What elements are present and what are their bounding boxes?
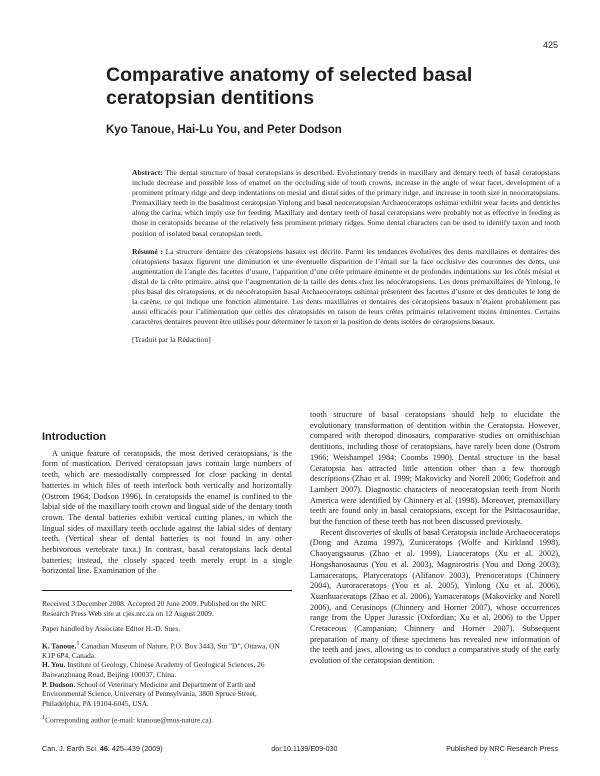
journal-volume: 46 xyxy=(99,744,108,753)
received-note: Received 3 December 2008. Accepted 20 June 2009. Published on the NRC Research Press Web site at cjes.nrc.ca on 12 August 2009. xyxy=(42,599,267,618)
right-column xyxy=(310,410,560,667)
footnote-marker: 1 xyxy=(42,715,46,722)
abstract xyxy=(132,168,560,239)
author-list: Kyo Tanoue, Hai-Lu You, and Peter Dodson xyxy=(106,124,342,136)
abstract-block xyxy=(132,168,560,354)
affiliation-text: School of Veterinary Medicine and Department of Earth and Environmental Science, University of Pennsylvania, 3800 Spruce Street, Philadelphia, PA 19104-6045, USA. xyxy=(42,679,257,708)
footnote-marker: 1 xyxy=(76,640,80,647)
page-number: 425 xyxy=(542,40,558,50)
article-title: Comparative anatomy of selected basal ceratopsian dentitions xyxy=(106,64,473,109)
journal-name: Can. J. Earth Sci. xyxy=(42,744,100,753)
abstract-text: The dental structure of basal ceratopsians is described. Evolutionary trends in maxillary and dentary teeth of basal ceratopsians include decrease and possible loss of enamel on the occluding side of tooth crowns, increase in the angle of wear facet, development of a prominent primary ridge and deep indentations on mesial and distal sides of the primary ridge, and increase in tooth size in neoceratopsians. Premaxillary teeth in the basalmost ceratopsian Yinlong and basal neoceratopsian Archaeoceratops oshimai exhibit wear facets and denticles along the carina, which imply use for feeding. Maxillary and dentary teeth of basal ceratopsians were probably not as effective in feeding as those in ceratopsids because of the relatively less prominent primary ridges. Some dental characters can be used to identify taxon and tooth position of isolated basal ceratopsian teeth. xyxy=(132,168,560,238)
affiliation-name: H. You. xyxy=(42,660,66,670)
introduction-paragraph-2: tooth structure of basal ceratopsians should help to elucidate the evolutionary transformation of dentition within the Ceratopsia. However, compared with theropod dinosaurs, comparative studies on ornithischian dentitions, including those of ceratopsians, have rarely been done (Ostrom 1966; Weishampel 1984; Coombs 1990). Dental structure in the basal Ceratopsia has attracted little attention other than a few thorough descriptions (Zhao et al. 1999; Makovicky and Norell 2006; Godefroit and Lambert 2007). Diagnostic characters of neoceratopsian teeth from North America were identified by Chinnery et al. (1998). Moreover, premaxillary teeth are found only in basal ceratopsians, except for the Psittacosauridae, but the function of these teeth has not been discussed previously. xyxy=(310,410,560,527)
handled-note: Paper handled by Associate Editor H.-D. Sues. xyxy=(42,624,181,634)
notes-divider xyxy=(42,590,292,591)
affiliation-you xyxy=(42,660,292,679)
translation-note: [Traduit par la Rédaction] xyxy=(132,335,211,345)
journal-citation xyxy=(42,744,163,753)
corresponding-author-text: Corresponding author (e-mail: ktanoue@mus-nature.ca). xyxy=(45,715,213,725)
affiliation-name: P. Dodson. xyxy=(42,679,76,689)
affiliation-tanoue xyxy=(42,640,292,661)
resume-label: Résumé : xyxy=(132,246,163,256)
publisher: Published by NRC Research Press xyxy=(446,744,558,753)
left-column xyxy=(42,432,292,577)
journal-pages: : 425–439 (2009) xyxy=(107,744,163,753)
resume xyxy=(132,247,560,328)
page-footer xyxy=(42,744,558,753)
resume-text: La structure dentaire des cératopsiens basaux est décrite. Parmi les tendances évolutives des dents maxillaires et dentaires des cératopsiens basaux figurent une diminution et une éventuelle disparition de l’émail sur la face occlusive des couronnes des dents, une augmentation de l’angle des facettes d’usure, l’apparition d’une crête primaire éminente et de profondes indentations sur les côtés mésial et distal de la crête primaire, ainsi que l’augmentation de la taille des dents chez les néocératopsiens. Les dents prémaxillaires de Yinlong, le plus basal des cératopsiens, et du néocératopsien basal Archaeoceratops oshimai présentent des facettes d’usure et des denticules le long de la carène, ce qui indique une fonction alimentaire. Les dents maxillaires et dentaires des cératopsiens basaux n’étaient probablement pas aussi efficaces pour l’alimentation que celles des cératopsidés en raison de leurs crêtes primaires relativement moins éminentes. Certains caractères dentaires peuvent être utilisés pour déterminer le taxon et la position de dents isolées de cératopsiens basaux. xyxy=(132,246,561,327)
doi: doi:10.1139/E09-030 xyxy=(271,744,338,753)
affiliation-text: Institute of Geology, Chinese Academy of Geological Sciences, 26 Baiwanzhuang Road, Beijing 100037, China. xyxy=(42,660,265,680)
article-notes xyxy=(42,590,292,731)
abstract-label: Abstract: xyxy=(132,168,163,177)
introduction-paragraph-1: A unique feature of ceratopsids, the most derived ceratopsians, is the form of mastication. Derived ceratopsian jaws contain large numbers of teeth, which are mesiodistally compressed for close packing in dental batteries in which files of teeth interlock both vertically and horizontally (Ostrom 1964; Dodson 1996). In ceratopsids the enamel is confined to the labial side of the maxillary tooth crown and lingual side of the dentary tooth crown. The dental batteries exhibit vertical cutting planes, in which the lingual sides of maxillary teeth occlude against the labial sides of dentary teeth. (Vertical shear of dental batteries is not found in any other herbivorous vertebrate taxa.) In contrast, basal ceratopsians lack dental batteries; instead, the closely spaced teeth merely erupt in a single horizontal line. Examination of the xyxy=(42,448,292,576)
affiliation-dodson xyxy=(42,680,292,709)
affiliation-name: K. Tanoue. xyxy=(42,641,77,651)
introduction-paragraph-3: Recent discoveries of skulls of basal Ceratopsia include Archaeoceratops (Dong and Azuma 1997), Zuniceratops (Wolfe and Kirkland 1998), Chaoyangsaurus (Zhao et al. 1999), Liaoceratops (Xu et al. 2002), Hongshanosaurus (You et al. 2003), Magnirostris (You and Dong 2003), Lamaceratops, Platyceratops (Alifanov 2003), Prenoceratops (Chinnery 2004), Auroraceratops (You et al. 2005), Yinlong (Xu et al. 2006), Xuanhuaceratops (Zhao et al. 2006), Yamaceratops (Makovicky and Norell 2006), and Cerasinops (Chinnery and Horner 2007), whose occurrences range from the Upper Jurassic (Oxfordian; Xu et al. 2006) to the Upper Cretaceous (Campanian; Chinnery and Horner 2007). Subsequent preparation of many of these specimens has revealed new information of the teeth and jaws, allowing us to conduct a comparative study of the early evolution of the ceratopsian dentition. xyxy=(310,527,560,666)
introduction-heading: Introduction xyxy=(42,431,107,443)
affiliation-text: Canadian Museum of Nature, P.O. Box 3443, Stn "D", Ottawa, ON K1P 6P4, Canada. xyxy=(42,641,280,660)
corresponding-author xyxy=(42,714,292,725)
